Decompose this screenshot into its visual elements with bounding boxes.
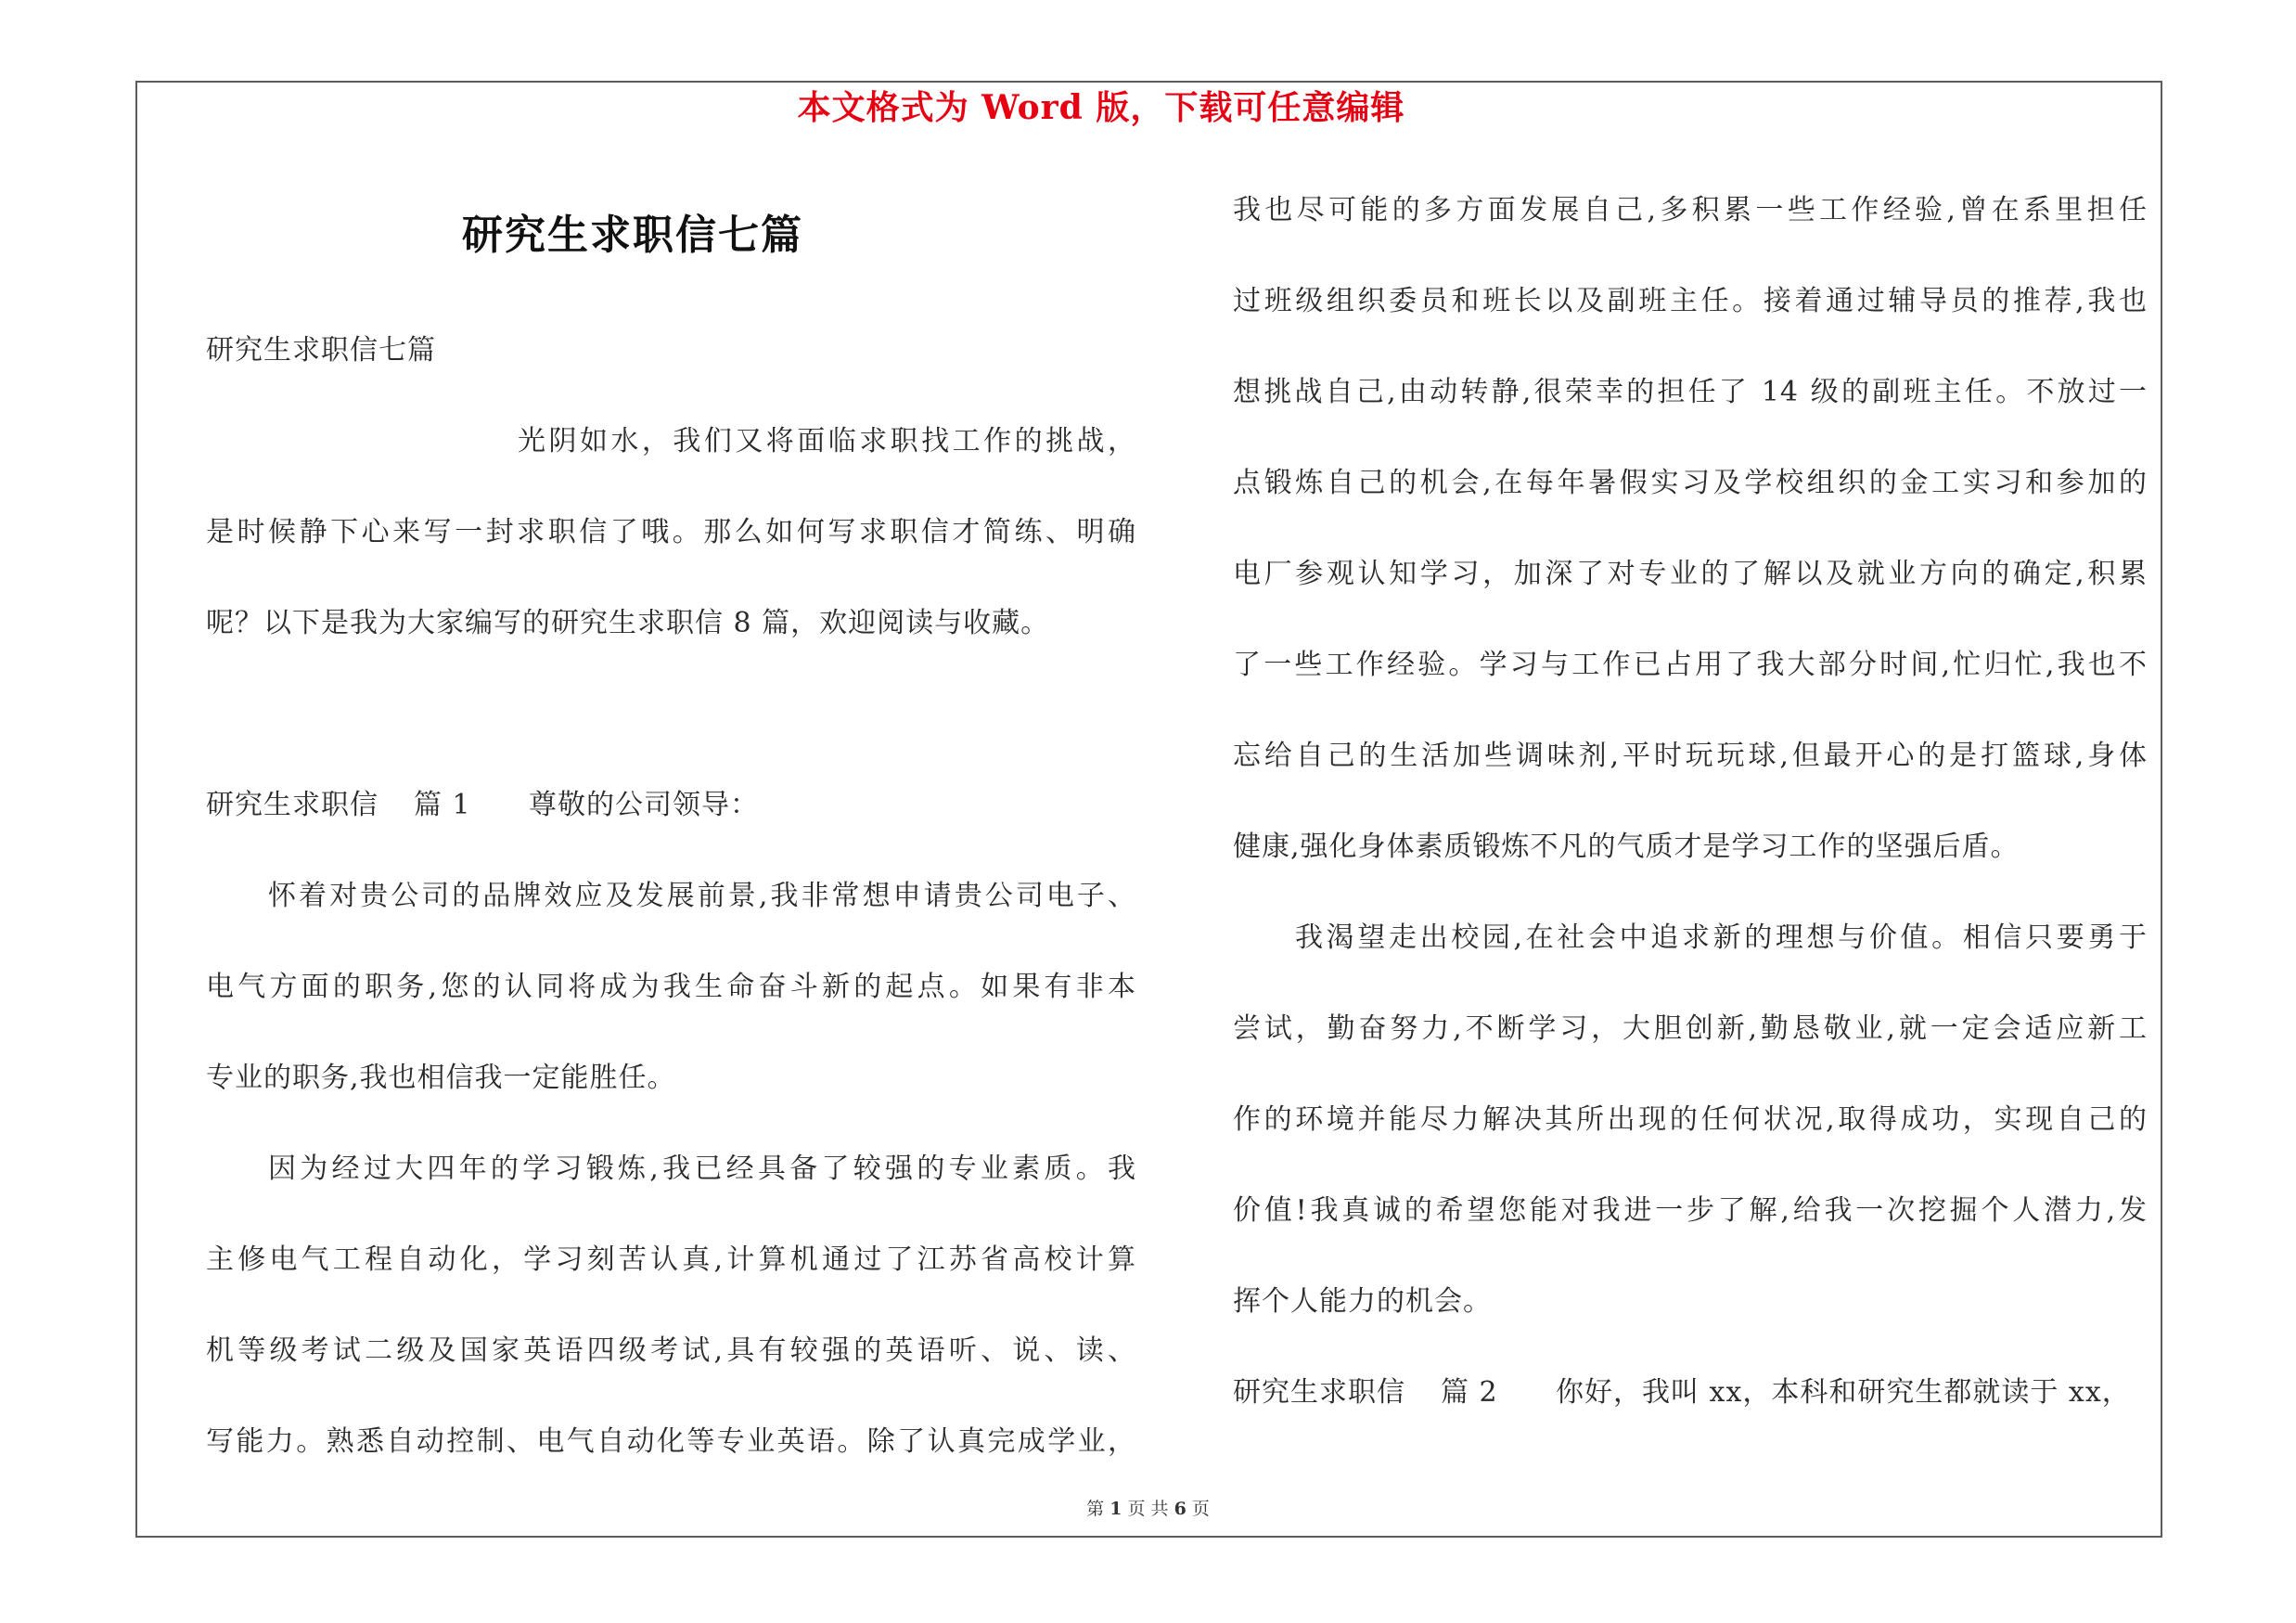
- body-line: 了一些工作经验。学习与工作已占用了我大部分时间,忙归忙,我也不: [1233, 649, 2148, 681]
- body-line: 忘给自己的生活加些调味剂,平时玩玩球,但最开心的是打篮球,身体: [1233, 740, 2148, 772]
- current-page: 1: [1110, 1499, 1122, 1519]
- letter-number: 篇 1: [414, 789, 471, 821]
- body-line: 健康,强化身体素质锻炼不凡的气质才是学习工作的坚强后盾。: [1233, 831, 2020, 863]
- intro-line: 是时候静下心来写一封求职信了哦。那么如何写求职信才简练、明确: [206, 516, 1136, 548]
- right-column: [1233, 165, 2148, 1438]
- intro-heading: 研究生求职信七篇: [206, 334, 436, 367]
- intro-line: 呢？以下是我为大家编写的研究生求职信 8 篇，欢迎阅读与收藏。: [206, 607, 1050, 639]
- format-banner: 本文格式为 Word 版，下载可任意编辑: [797, 88, 1405, 127]
- body-line: 作的环境并能尽力解决其所出现的任何状况,取得成功，实现自己的: [1233, 1103, 2148, 1136]
- left-column: [206, 305, 1136, 1488]
- page-middle: 页 共: [1127, 1499, 1169, 1519]
- body-line: 因为经过大四年的学习锻炼,我已经具备了较强的专业素质。我: [268, 1153, 1136, 1185]
- body-line: 我也尽可能的多方面发展自己,多积累一些工作经验,曾在系里担任: [1233, 194, 2148, 226]
- body-line: 怀着对贵公司的品牌效应及发展前景,我非常想申请贵公司电子、: [268, 880, 1136, 912]
- body-line: 挥个人能力的机会。: [1233, 1285, 1492, 1318]
- letter-opening: 尊敬的公司领导：: [529, 789, 759, 821]
- body-line: 价值!我真诚的希望您能对我进一步了解,给我一次挖掘个人潜力,发: [1233, 1194, 2148, 1227]
- letter-2-heading: [1233, 1347, 2148, 1438]
- body-line: 专业的职务,我也相信我一定能胜任。: [206, 1062, 676, 1094]
- body-line: 想挑战自己,由动转静,很荣幸的担任了 14 级的副班主任。不放过一: [1233, 376, 2148, 408]
- body-line: 点锻炼自己的机会,在每年暑假实习及学校组织的金工实习和参加的: [1233, 467, 2148, 499]
- page-prefix: 第: [1086, 1499, 1105, 1519]
- letter-opening: 你好，我叫 xx，本科和研究生都就读于 xx，: [1556, 1376, 2131, 1409]
- total-pages: 6: [1174, 1499, 1186, 1519]
- body-line: 过班级组织委员和班长以及副班主任。接着通过辅导员的推荐,我也: [1233, 285, 2148, 317]
- letter-label: 研究生求职信: [1233, 1376, 1405, 1409]
- letter-label: 研究生求职信: [206, 789, 378, 821]
- blank-line: [206, 669, 1136, 760]
- body-line: 写能力。熟悉自动控制、电气自动化等专业英语。除了认真完成学业，: [206, 1425, 1136, 1458]
- page-suffix: 页: [1191, 1499, 1210, 1519]
- letter-1-heading: [206, 760, 1136, 851]
- body-line: 主修电气工程自动化，学习刻苦认真,计算机通过了江苏省高校计算: [206, 1243, 1136, 1276]
- document-title: 研究生求职信七篇: [462, 212, 803, 259]
- body-line: 电厂参观认知学习，加深了对专业的了解以及就业方向的确定,积累: [1233, 558, 2148, 590]
- intro-line: 光阴如水，我们又将面临求职找工作的挑战，: [518, 425, 1136, 457]
- body-line: 我渴望走出校园,在社会中追求新的理想与价值。相信只要勇于: [1295, 921, 2148, 954]
- body-line: 电气方面的职务,您的认同将成为我生命奋斗新的起点。如果有非本: [206, 971, 1136, 1003]
- letter-number: 篇 2: [1441, 1376, 1498, 1409]
- body-line: 尝试，勤奋努力,不断学习，大胆创新,勤恳敬业,就一定会适应新工: [1233, 1012, 2148, 1045]
- page-number: [0, 1494, 2296, 1524]
- body-line: 机等级考试二级及国家英语四级考试,具有较强的英语听、说、读、: [206, 1334, 1136, 1367]
